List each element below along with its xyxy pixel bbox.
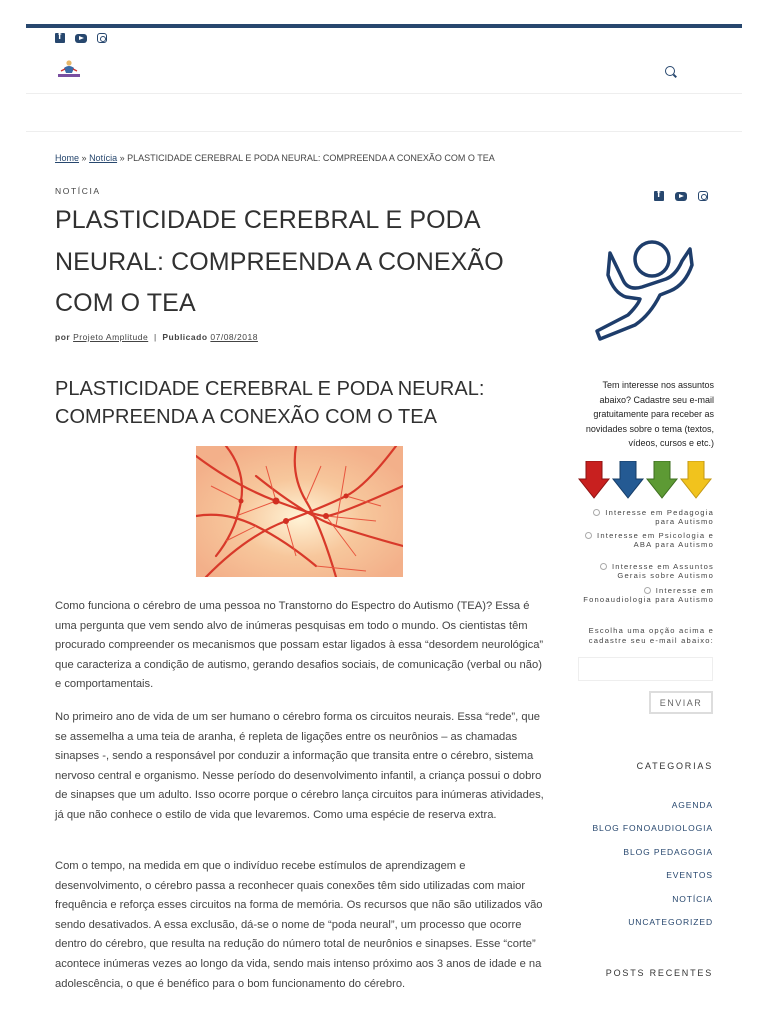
category-link[interactable]: NOTÍCIA — [672, 893, 713, 904]
facebook-icon[interactable] — [55, 33, 65, 43]
categories-heading: CATEGORIAS — [636, 761, 713, 771]
radio-button[interactable] — [644, 587, 651, 594]
byline-prefix: por — [55, 332, 71, 342]
youtube-icon[interactable] — [75, 34, 87, 43]
content-divider — [26, 131, 742, 132]
post-date-link[interactable]: 07/08/2018 — [210, 332, 258, 342]
amplitude-logo[interactable] — [56, 59, 82, 79]
header-social-links — [55, 33, 107, 43]
radio-button[interactable] — [585, 532, 592, 539]
category-link[interactable]: UNCATEGORIZED — [628, 916, 713, 927]
send-button[interactable]: ENVIAR — [649, 691, 713, 714]
option-label: Interesse em Fonoaudiologia para Autismo — [583, 586, 714, 604]
author-link[interactable]: Projeto Amplitude — [73, 332, 149, 342]
content-heading: PLASTICIDADE CEREBRAL E PODA NEURAL: COMPREENDA A CONEXÃO COM O TEA — [55, 378, 485, 428]
post-category-link[interactable]: NOTÍCIA — [55, 186, 101, 196]
interest-option-gerais[interactable] — [578, 563, 714, 580]
post-byline — [55, 332, 258, 342]
search-icon[interactable] — [665, 66, 675, 76]
categories-list — [578, 800, 713, 940]
breadcrumb — [55, 153, 495, 163]
published-label: Publicado — [162, 332, 208, 342]
category-link[interactable]: BLOG PEDAGOGIA — [623, 846, 713, 857]
radio-button[interactable] — [600, 563, 607, 570]
interest-arrows-image — [578, 461, 714, 499]
category-link[interactable]: AGENDA — [671, 800, 713, 810]
interest-option-fonoaudiologia[interactable] — [578, 587, 714, 604]
instagram-icon[interactable] — [97, 33, 107, 43]
youtube-icon[interactable] — [675, 192, 687, 201]
radio-button[interactable] — [593, 509, 600, 516]
newsletter-description: Tem interesse nos assuntos abaixo? Cadastre seu e-mail gratuitamente para receber as novidades sobre o tema (textos, vídeos, cursos e etc.) — [585, 380, 714, 449]
neurons-image — [196, 446, 403, 577]
top-accent-bar — [26, 24, 742, 28]
interest-option-pedagogia[interactable] — [578, 509, 714, 526]
article-paragraph: Com o tempo, na medida em que o indivíduo recebe estímulos de aprendizagem e desenvolvimento, o cérebro passa a reconhecer quais conexões têm sido utilizadas com maior frequência e reforça esses circuitos na forma de memória. Os recursos que não são utilizados vão sendo desativados. A essa exclusão, dá-se o nome de “poda neural”, um processo que ocorre dentro do cérebro, que resulta na redução do número total de neurônios e sinapses. Esse “corte” acontece inúmeras vezes ao longo da vida, sendo mais intenso próximo aos 3 anos de idade e na adolescência, o que é benéfico para o bom funcionamento do cérebro. — [55, 860, 543, 990]
sidebar-social-links — [654, 191, 708, 201]
email-instruction: Escolha uma opção acima e cadastre seu e-mail abaixo: — [588, 626, 714, 645]
email-field[interactable] — [578, 657, 713, 681]
breadcrumb-noticia-link[interactable]: Notícia — [89, 153, 118, 163]
byline-separator: | — [153, 332, 157, 342]
breadcrumb-current: PLASTICIDADE CEREBRAL E PODA NEURAL: COMPREENDA A CONEXÃO COM O TEA — [127, 153, 495, 163]
breadcrumb-separator: » — [119, 153, 125, 163]
breadcrumb-separator: » — [81, 153, 87, 163]
interest-option-psicologia[interactable] — [578, 532, 714, 549]
page-title: PLASTICIDADE CEREBRAL E PODA NEURAL: COMPREENDA A CONEXÃO COM O TEA — [55, 206, 504, 317]
option-label: Interesse em Assuntos Gerais sobre Autismo — [611, 562, 714, 580]
header-divider — [26, 93, 742, 94]
article-paragraph: No primeiro ano de vida de um ser humano o cérebro forma os circuitos neurais. Essa “rede”, que se assemelha a uma teia de aranha, é repleta de ligações entre os neurônios – as chamadas sinapses -, sendo a responsável por conduzir a informação que transita entre o cérebro, sistema nervoso central e organismo. Nesse período do desenvolvimento infantil, a criança possui o dobro de sinapses que um adulto. Isso ocorre porque o cérebro lança circuitos para inúmeras atividades, já que não conhece o estilo de vida que levaremos. Como uma espécie de reserva extra. — [55, 711, 544, 821]
facebook-icon[interactable] — [654, 191, 664, 201]
category-link[interactable]: EVENTOS — [666, 870, 713, 881]
recent-posts-heading: POSTS RECENTES — [605, 968, 713, 978]
option-label: Interesse em Psicologia e ABA para Autismo — [597, 531, 714, 549]
article-paragraph: Como funciona o cérebro de uma pessoa no Transtorno do Espectro do Autismo (TEA)? Essa é uma pergunta que vem sendo alvo de inúmeras pesquisas em todo o mundo. Os cientistas têm procurado compreender os mecanismos que possam estar ligados à essa “desordem neurológica” que caracteriza a condição de autismo, gerando desafios sociais, de comunicação (verbal ou não) e comportamentais. — [55, 600, 544, 691]
amplitude-mascot-image — [590, 235, 700, 345]
category-link[interactable]: BLOG FONOAUDIOLOGIA — [592, 823, 713, 834]
instagram-icon[interactable] — [698, 191, 708, 201]
option-label: Interesse em Pedagogia para Autismo — [605, 508, 714, 526]
breadcrumb-home-link[interactable]: Home — [55, 153, 80, 163]
